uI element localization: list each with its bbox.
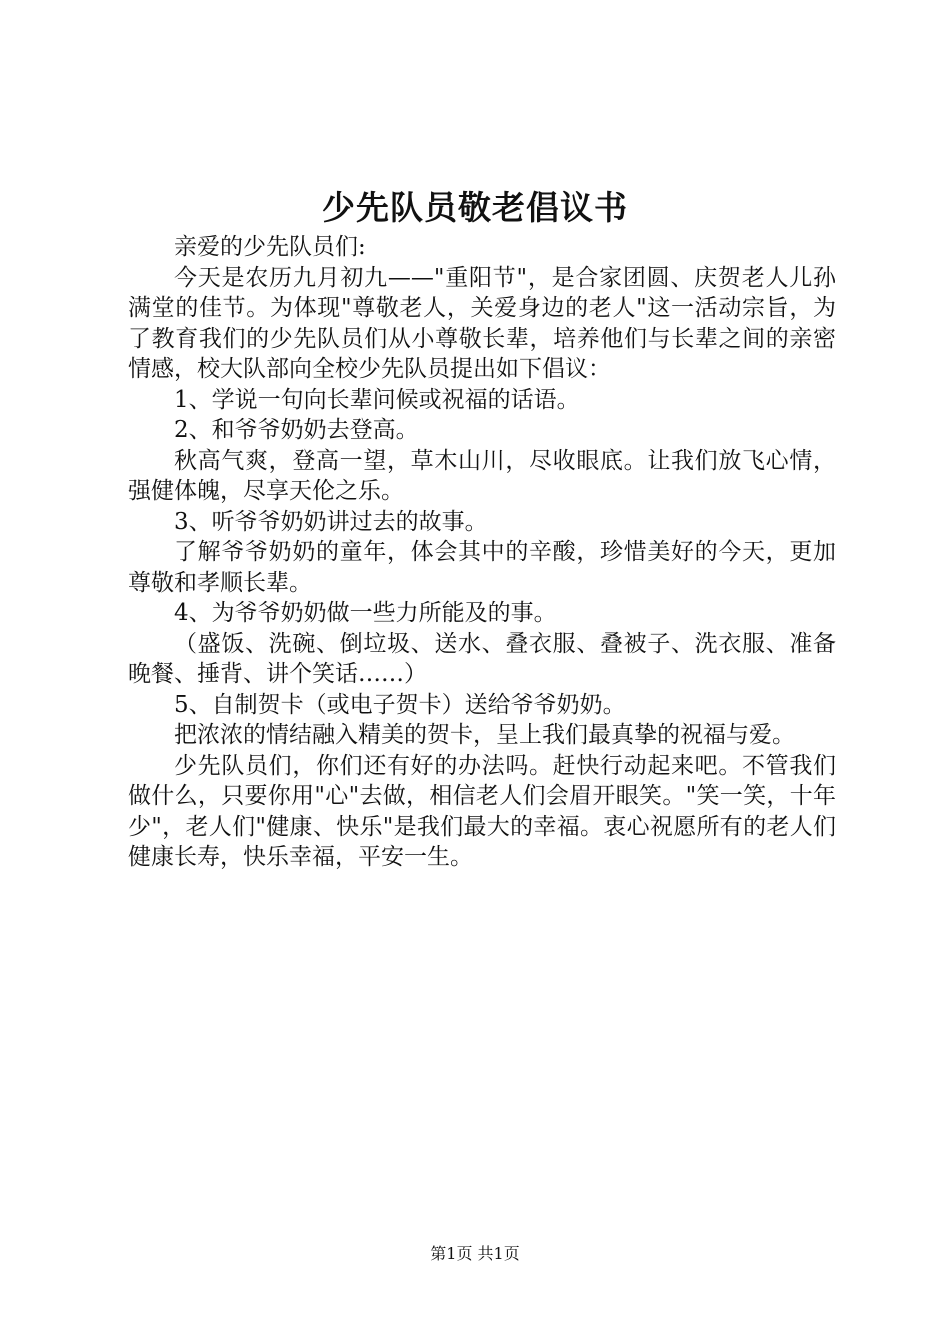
proposal-item-3: 3、听爷爷奶奶讲过去的故事。 xyxy=(174,508,488,535)
proposal-item-5-detail: 把浓浓的情结融入精美的贺卡，呈上我们最真挚的祝福与爱。 xyxy=(174,722,795,748)
proposal-item-4: 4、为爷爷奶奶做一些力所能及的事。 xyxy=(174,600,557,626)
intro-paragraph: 今天是农历九月初九——"重阳节"，是合家团圆、庆贺老人儿孙满堂的佳节。为体现"尊敬老人，关爱身边的老人"这一活动宗旨，为了教育我们的少先队员们从小尊敬长辈，培养他们与长辈之间的亲密情感，校大队部向全校少先队员提出如下倡议： xyxy=(128,264,836,382)
proposal-item-4-detail: （盛饭、洗碗、倒垃圾、送水、叠衣服、叠被子、洗衣服、准备晚餐、捶背、讲个笑话……） xyxy=(128,630,836,687)
salutation: 亲爱的少先队员们: xyxy=(174,234,366,260)
document-body xyxy=(128,232,836,873)
proposal-item-3-detail: 了解爷爷奶奶的童年，体会其中的辛酸，珍惜美好的今天，更加尊敬和孝顺长辈。 xyxy=(128,539,836,596)
proposal-item-2: 2、和爷爷奶奶去登高。 xyxy=(174,417,419,443)
proposal-item-1: 1、学说一句向长辈问候或祝福的话语。 xyxy=(174,386,580,413)
proposal-item-5: 5、自制贺卡（或电子贺卡）送给爷爷奶奶。 xyxy=(174,691,626,718)
closing-paragraph: 少先队员们，你们还有好的办法吗。赶快行动起来吧。不管我们做什么，只要你用"心"去做，相信老人们会眉开眼笑。"笑一笑，十年少"，老人们"健康、快乐"是我们最大的幸福。衷心祝愿所有的老人们健康长寿，快乐幸福，平安一生。 xyxy=(128,752,836,870)
proposal-item-2-detail: 秋高气爽，登高一望，草木山川，尽收眼底。让我们放飞心情，强健体魄，尽享天伦之乐。 xyxy=(128,447,836,504)
page-footer: 第1页 共1页 xyxy=(430,1244,520,1263)
document-title: 少先队员敬老倡议书 xyxy=(322,188,628,227)
